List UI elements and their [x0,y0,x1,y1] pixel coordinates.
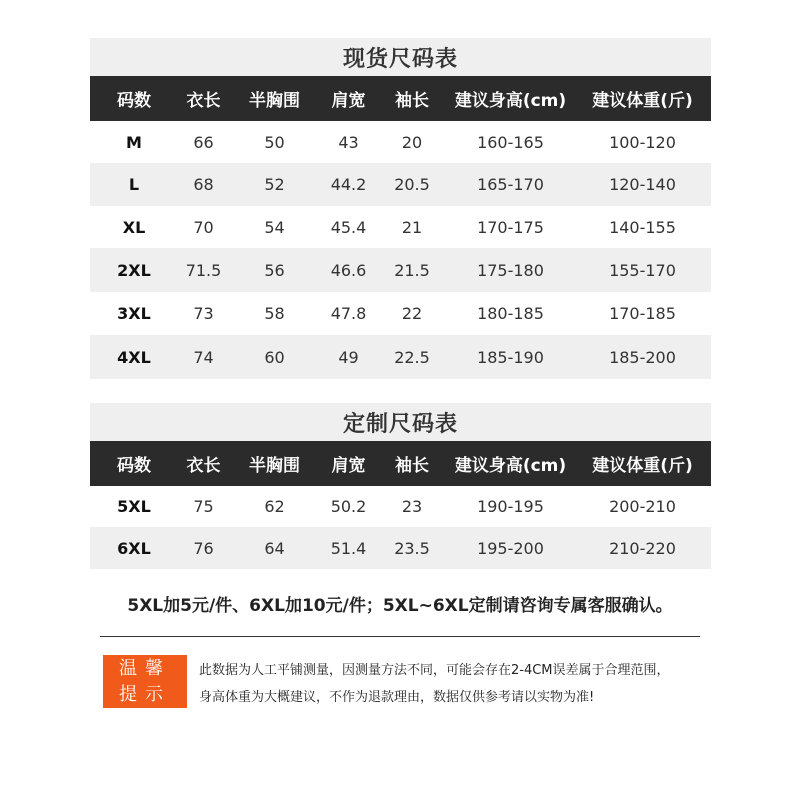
table-cell: 45.4 [330,217,367,237]
header-shoulder: 肩宽 [331,456,366,476]
custom-table-body [90,486,711,569]
header-height: 建议身高(cm) [454,456,567,476]
table-cell: 210-220 [609,538,676,558]
table-cell: 6XL [117,538,151,558]
table-cell: 50 [264,132,285,152]
tip-label-line2: 提示 [119,683,171,705]
table-row [90,292,711,335]
table-cell: 43 [338,132,359,152]
custom-size-table [90,403,711,569]
table-cell: 100-120 [609,132,676,152]
table-cell: 23 [401,497,423,516]
table-cell: L [128,175,140,194]
table-cell: 155-170 [609,260,676,280]
table-cell: 5XL [117,497,151,516]
table-cell: 160-165 [477,132,544,152]
custom-table-title: 定制尺码表 [90,403,711,441]
table-cell: 140-155 [609,217,676,237]
stock-size-table [90,38,711,379]
table-cell: 195-200 [477,538,544,558]
header-weight: 建议体重(斤) [592,91,693,111]
header-height: 建议身高(cm) [454,91,567,111]
table-cell: 44.2 [330,175,367,194]
table-row [90,163,711,206]
table-cell: 54 [264,217,285,237]
table-cell: XL [122,217,146,237]
table-row [90,527,711,569]
table-cell: 66 [193,132,214,152]
header-sleeve: 袖长 [395,456,429,476]
table-row [90,335,711,379]
header-size: 码数 [117,456,151,476]
table-cell: 20 [401,132,423,152]
table-row [90,206,711,248]
warm-tip-badge [103,655,187,708]
table-cell: 170-185 [609,304,676,323]
stock-table-title: 现货尺码表 [90,38,711,76]
table-cell: 62 [264,497,285,516]
stock-table-body [90,121,711,379]
tip-label-line1: 温馨 [119,657,171,679]
tip-text [199,657,739,711]
table-cell: 73 [193,304,214,323]
table-cell: 75 [193,497,214,516]
table-cell: 56 [264,260,285,280]
divider [100,636,700,637]
table-cell: 71.5 [185,260,222,280]
table-cell: 23.5 [394,538,430,558]
table-cell: 185-190 [477,347,544,367]
table-cell: 20.5 [394,175,430,194]
table-cell: 47.8 [330,304,367,323]
tip-line1: 此数据为人工平铺测量，因测量方法不同，可能会存在2-4CM误差属于合理范围， [199,663,670,678]
table-cell: 180-185 [477,304,544,323]
table-cell: 120-140 [609,175,676,194]
table-cell: 200-210 [609,497,676,516]
header-half-chest: 半胸围 [249,91,300,111]
header-half-chest: 半胸围 [249,456,300,476]
table-cell: 190-195 [477,497,544,516]
table-cell: 64 [264,538,285,558]
tip-line2: 身高体重为大概建议，不作为退款理由，数据仅供参考请以实物为准! [199,690,595,705]
table-cell: 4XL [117,347,151,367]
table-cell: 22.5 [394,347,430,367]
table-cell: 185-200 [609,347,676,367]
stock-table-header [90,76,711,121]
custom-table-header [90,441,711,486]
table-cell: 21.5 [394,260,430,280]
header-length: 衣长 [186,456,221,476]
table-cell: 165-170 [477,175,544,194]
table-cell: 76 [193,538,214,558]
table-cell: 68 [193,175,214,194]
table-row [90,121,711,163]
table-cell: 46.6 [330,260,367,280]
table-cell: 2XL [117,260,151,280]
header-weight: 建议体重(斤) [592,456,693,476]
table-cell: 21 [401,217,423,237]
table-cell: 51.4 [330,538,367,558]
table-cell: 3XL [117,304,151,323]
table-cell: 22 [401,304,423,323]
header-size: 码数 [117,91,151,111]
table-cell: 74 [193,347,214,367]
table-cell: 60 [264,347,285,367]
table-row [90,248,711,292]
table-cell: 49 [338,347,359,367]
header-length: 衣长 [186,91,221,111]
header-shoulder: 肩宽 [331,91,366,111]
table-cell: M [126,132,142,152]
table-cell: 170-175 [477,217,544,237]
custom-price-note: 5XL加5元/件、6XL加10元/件；5XL~6XL定制请咨询专属客服确认。 [127,596,673,616]
table-cell: 58 [264,304,285,323]
header-sleeve: 袖长 [395,91,429,111]
table-cell: 70 [193,217,214,237]
table-row [90,486,711,527]
table-cell: 52 [264,175,285,194]
table-cell: 175-180 [477,260,544,280]
table-cell: 50.2 [330,497,367,516]
